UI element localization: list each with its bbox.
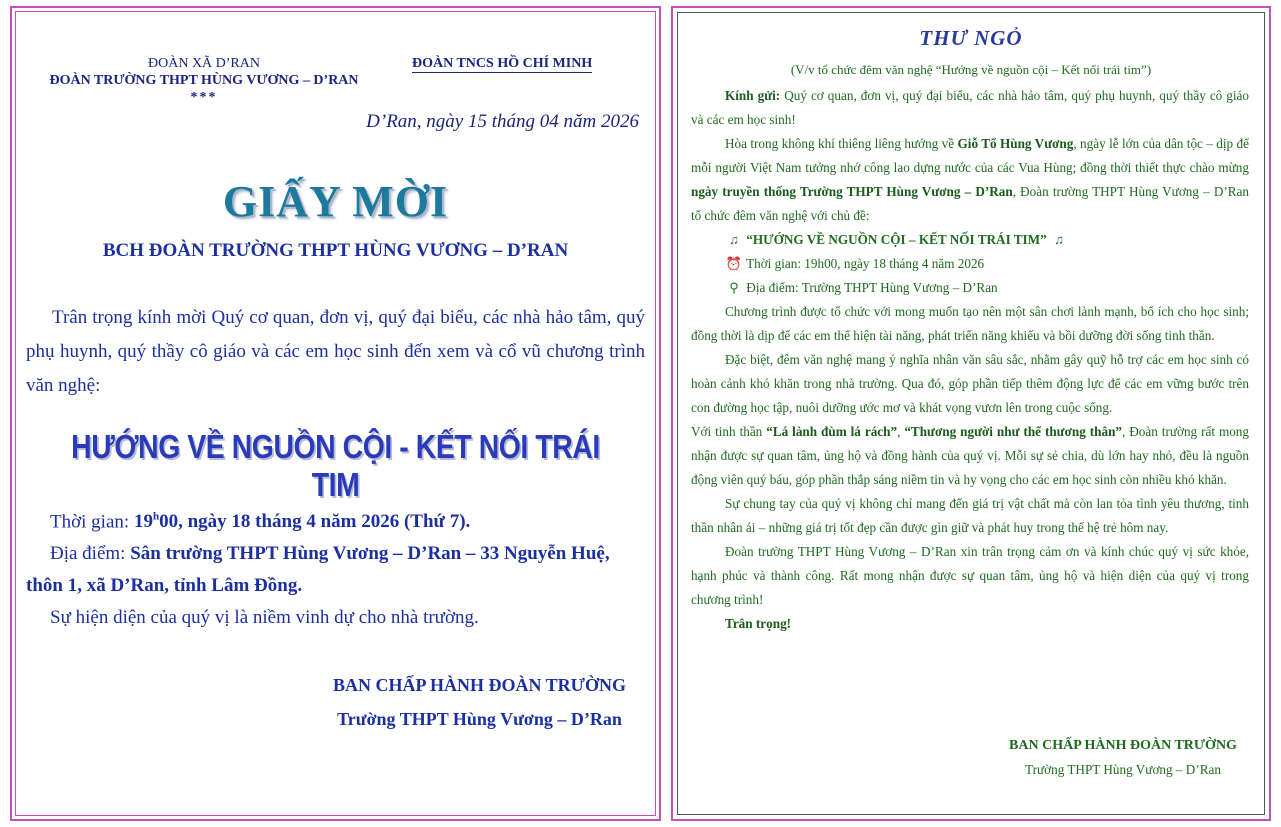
event-time-line: [26, 501, 639, 538]
issue-date: D’Ran, ngày 15 tháng 04 năm 2026: [366, 111, 639, 132]
letter-body: [691, 84, 1249, 636]
p1-text-e: , Đoàn trường THPT Hùng Vương – D’Ran tổ chức đêm văn nghệ với chủ đề:: [691, 184, 1249, 223]
issuing-organization: [24, 55, 384, 106]
p1-text-a: Hòa trong không khí thiêng liêng hướng về: [725, 136, 958, 151]
signature-org: BAN CHẤP HÀNH ĐOÀN TRƯỜNG: [332, 675, 626, 695]
time-hour: 19: [133, 511, 153, 533]
event-details: [26, 501, 639, 634]
greeting-label: Kính gửi:: [725, 88, 781, 103]
invitation-body: Trân trọng kính mời Quý cơ quan, đơn vị, quý đại biểu, các nhà hảo tâm, quý phụ huynh, quý thầy cô giáo và các em học sinh đến xem và cổ vũ chương trình văn nghệ:: [26, 307, 645, 396]
p4-text-a: Với tinh thần: [691, 424, 767, 439]
event-theme-line: [691, 228, 1249, 252]
letter-paragraph-1: [691, 132, 1249, 228]
time-hour-sup: h: [152, 511, 160, 523]
letter-paragraph-2: Chương trình được tổ chức với mong muốn tạo nên một sân chơi lành mạnh, bổ ích cho học sinh; đồng thời là dịp để các em thể hiện tài năng, phát triển năng khiếu và bồi dưỡng đời sống tinh thần.: [691, 304, 1249, 343]
p4-text-e: , Đoàn trường rất mong nhận được sự quan tâm, ủng hộ và đồng hành của quý vị. Mỗi sự sẻ chia, dù lớn hay nhỏ, đều là nguồn động viên quý báu, góp phần thắp sáng niềm tin và hy vọng cho các em học sinh còn nhiều khó khăn.: [691, 424, 1249, 487]
union-name: ĐOÀN TNCS HỒ CHÍ MINH: [412, 56, 593, 71]
closing-line: Sự hiện diện của quý vị là niềm vinh dự cho nhà trường.: [50, 607, 479, 629]
open-letter-page: [671, 6, 1271, 821]
place-value: Sân trường THPT Hùng Vương – D’Ran – 33 Nguyễn Huệ, thôn 1, xã D’Ran, tỉnh Lâm Đồng.: [26, 543, 610, 597]
letter-signature: [973, 734, 1273, 782]
invitation-title: GIẤY MỜI: [222, 177, 449, 226]
place-label: Địa điểm:: [50, 543, 131, 565]
letter-title: THƯ NGỎ: [919, 26, 1023, 50]
music-note-icon: ♫: [1054, 232, 1064, 247]
event-place-item: [691, 276, 1249, 300]
invitation-signature: [312, 668, 647, 736]
p4-quote-1: “Lá lành đùm lá rách”: [766, 424, 898, 439]
org-separator: ***: [190, 90, 218, 105]
letter-greeting: [691, 84, 1249, 132]
location-pin-icon: ⚲: [729, 280, 739, 295]
time-rest: 00, ngày 18 tháng 4 năm 2026 (Thứ 7).: [159, 511, 471, 533]
org-school-union: ĐOÀN TRƯỜNG THPT HÙNG VƯƠNG – D’RAN: [49, 73, 359, 88]
letter-paragraph-4: [691, 420, 1249, 492]
event-time: Thời gian: 19h00, ngày 18 tháng 4 năm 2026: [746, 256, 985, 271]
signature-school: Trường THPT Hùng Vương – D’Ran: [337, 709, 622, 729]
signature-school: Trường THPT Hùng Vương – D’Ran: [1025, 762, 1221, 777]
p1-highlight-anniversary: ngày truyền thống Trường THPT Hùng Vương – D’Ran: [691, 184, 1013, 199]
invitation-sender: BCH ĐOÀN TRƯỜNG THPT HÙNG VƯƠNG – D’RAN: [102, 240, 569, 261]
p4-quote-2: “Thương người như thể thương thân”: [904, 424, 1123, 439]
letter-paragraph-5: Sự chung tay của quý vị không chỉ mang đến giá trị vật chất mà còn lan tỏa tình yêu thương, tinh thần nhân ái – những giá trị tốt đẹp cần được gìn giữ và phát huy trong thế hệ trẻ hôm nay.: [691, 496, 1249, 535]
p1-text-c: , ngày lễ lớn của dân tộc – dịp để mỗi người Việt Nam tưởng nhớ công lao dựng nước của các Vua Hùng; đồng thời thiết thực chào mừng: [691, 136, 1249, 175]
invitation-page: [10, 6, 661, 821]
time-label: Thời gian:: [50, 511, 134, 533]
event-theme: “HƯỚNG VỀ NGUỒN CỘI – KẾT NỐI TRÁI TIM”: [746, 232, 1047, 247]
event-place: Địa điểm: Trường THPT Hùng Vương – D’Ran: [746, 280, 998, 295]
letter-paragraph-6: Đoàn trường THPT Hùng Vương – D’Ran xin trân trọng cảm ơn và kính chúc quý vị sức khỏe, hạnh phúc và thành công. Rất mong nhận được sự quan tâm, ủng hộ và hiện diện của quý vị trong chương trình!: [691, 544, 1249, 607]
greeting-text: Quý cơ quan, đơn vị, quý đại biểu, các nhà hảo tâm, quý phụ huynh, quý thầy cô giáo và các em học sinh!: [691, 88, 1249, 127]
event-place-line: [26, 538, 639, 602]
letter-regards: [691, 612, 1249, 636]
letter-subtitle: (V/v tổ chức đêm văn nghệ “Hướng về nguồn cội – Kết nối trái tim”): [790, 62, 1152, 77]
music-note-icon: ♫: [729, 232, 739, 247]
event-time-item: [691, 252, 1249, 276]
letter-paragraph-3: Đặc biệt, đêm văn nghệ mang ý nghĩa nhân văn sâu sắc, nhằm gây quỹ hỗ trợ các em học sinh có hoàn cảnh khó khăn trong nhà trường. Qua đó, góp phần tiếp thêm động lực để các em vững bước trên con đường học tập, nuôi dưỡng ước mơ và khát vọng vươn lên trong cuộc sống.: [691, 352, 1249, 415]
regards-text: Trân trọng!: [725, 616, 792, 631]
p4-text-c: ,: [897, 424, 905, 439]
program-title: HƯỚNG VỀ NGUỒN CỘI - KẾT NỐI TRÁI TIM: [71, 428, 600, 503]
org-commune-union: ĐOÀN XÃ D’RAN: [148, 56, 260, 71]
p1-highlight-festival: Giỗ Tổ Hùng Vương: [957, 136, 1074, 151]
alarm-clock-icon: ⏰: [725, 256, 743, 271]
signature-org: BAN CHẤP HÀNH ĐOÀN TRƯỜNG: [1009, 738, 1237, 753]
